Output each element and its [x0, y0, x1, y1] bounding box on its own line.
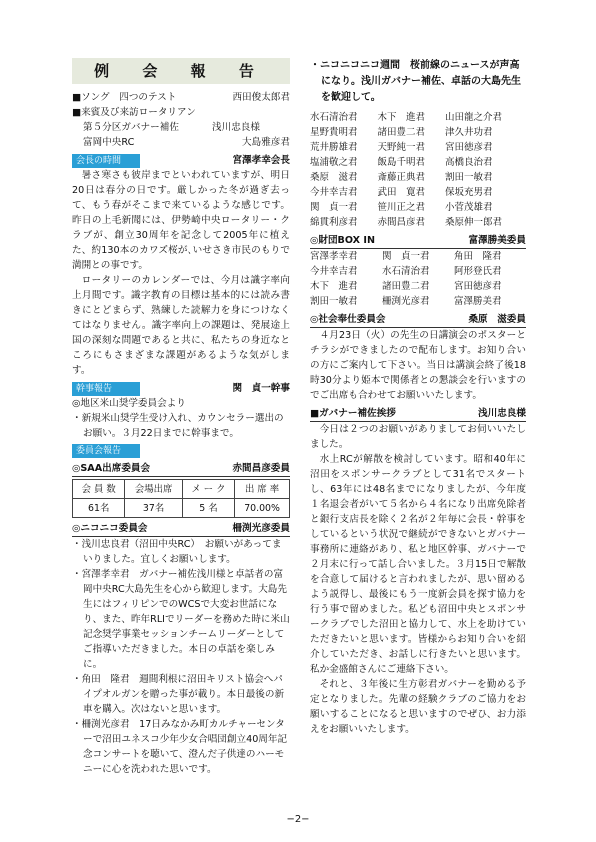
member-name: 関 貞一君	[382, 251, 430, 262]
social-header	[310, 312, 526, 328]
member-name: 保坂充男君	[445, 187, 493, 198]
social-byline: 桑原 滋委員	[468, 314, 526, 325]
member-name: 津久井功君	[445, 127, 493, 138]
table-cell: 5 名	[182, 499, 234, 518]
member-name: 角田 隆君	[454, 251, 502, 262]
president-paragraph: 暑さ寒さも彼岸までといわれていますが、明日20日は春分の日です。厳しかった冬が過ぎ去って、もう春がそこまで来ているような感じです。昨日の上毛新聞には、伊勢崎中央ロータリー・クラブが、創立30周年を記念して2005年に植えた、約130本のカワズ桜が､いせさき市民のもりで満開との事です。	[72, 170, 290, 271]
table-header-cell: メ ー ク	[182, 480, 234, 499]
committee-tag: 委員会報告	[72, 444, 140, 458]
saa-byline: 赤間昌彦委員	[232, 463, 290, 474]
box-title: ◎財団BOX IN	[310, 235, 376, 246]
program-value: 浅川忠良様	[212, 122, 260, 133]
governor-paragraph: それと、３年後に生方彰君ガバナーを勤める予定となりました。先輩の経験クラブのご協力をお願いすることになると思いますのでぜひ、お力添えをお願いいたします。	[310, 679, 526, 735]
member-name: 富澤勝美君	[454, 296, 502, 307]
member-name: 星野貴明君	[310, 127, 358, 138]
box-name-grid	[310, 249, 526, 309]
member-name: 天野純一君	[377, 142, 426, 153]
member-name: 水石清治君	[310, 112, 358, 123]
committee-section-header	[72, 444, 290, 458]
table-cell: 61名	[73, 499, 125, 518]
table-header-cell: 会 員 数	[73, 480, 125, 499]
box-name-row	[310, 294, 526, 309]
governor-paragraph: 今日は２つのお願いがありましてお伺いいたしました。	[310, 424, 526, 450]
program-label: 第５分区ガバナー補佐	[83, 122, 179, 133]
member-name: 笹川正之君	[377, 202, 426, 213]
president-tag: 会長の時間	[72, 154, 140, 168]
name-row	[310, 215, 526, 230]
right-column	[310, 58, 526, 737]
social-title: ◎社会奉仕委員会	[310, 314, 386, 325]
name-row	[310, 155, 526, 170]
name-row	[310, 200, 526, 215]
member-name: 宮田徳彦君	[445, 142, 493, 153]
table-row	[73, 499, 290, 518]
president-byline: 宮澤孝幸会長	[232, 155, 290, 166]
member-name: 割田一敏君	[445, 172, 493, 183]
member-name: 斎藤正典君	[377, 172, 426, 183]
member-name: 関 貞一君	[310, 202, 358, 213]
nikoniko-item: ・宮澤孝幸君 ガバナー補佐浅川様と卓話者の富岡中央RC大島先生を心から歓迎します。大島先生にはフィリピンでのWCSで大変お世話になり、また、昨年RLIでリーダーを務めた時に米山記念奨学事業セッションチームリーダーとしてご指導いただきました。本日の卓話を楽しみに。	[72, 569, 290, 670]
secretary-section-header	[72, 381, 290, 396]
member-name: 諸田豊二君	[382, 281, 430, 292]
secretary-tag: 幹事報告	[72, 382, 140, 396]
box-name-row	[310, 279, 526, 294]
program-label: ■ソング 四つのテスト	[72, 92, 177, 103]
member-name: 桑原伸一郎君	[445, 217, 503, 228]
box-byline: 富澤勝美委員	[468, 235, 526, 246]
governor-header	[310, 406, 526, 422]
member-name: 柵渕光彦君	[382, 296, 430, 307]
weekly-news-heading: ・ニコニコニコ週間 桜前線のニュースが声高になり。浅川ガバナー補佐、卓話の大島先生を歓迎して。	[310, 60, 521, 103]
governor-byline: 浅川忠良様	[478, 408, 526, 419]
member-name: 飯島千明君	[377, 157, 426, 168]
governor-paragraph: 水上RCが解散を検討しています。昭和40年に沼田をスポンサークラブとして31名でスタートし、63年には48名までになりましたが、今年度１名退会者がいて５名から４名になり出席免除者と銀行支店長を除く２名が２年毎に会長・幹事をしているという状況で継続ができないとガバナー事務所に連絡があり、私と地区幹事、ガバナーで２月末に行って話し合いました。３月15日で解散を合意して届けると言われましたが、思い留めるよう説得し、最後にもう一度新会員を探す協力を行う事で留めました。私ども沼田中央とスポンサークラブでした沼田と協力して、水上を助けていただきたいと思います。皆様からお知り合いを紹介していただき、お話しに行きたいと思います。私か金盛館さんにご連絡下さい。	[310, 454, 526, 675]
member-name: 綿貫利彦君	[310, 217, 358, 228]
program-label: ■来賓及び来訪ロータリアン	[72, 107, 196, 118]
member-name: 木下 進君	[310, 281, 358, 292]
program-row	[72, 105, 290, 120]
secretary-byline: 関 貞一幹事	[232, 383, 290, 394]
program-list	[72, 90, 290, 150]
box-name-row	[310, 264, 526, 279]
box-header	[310, 233, 526, 249]
program-label: 富岡中央RC	[83, 137, 135, 148]
left-column	[72, 58, 290, 777]
member-name: 今井幸吉君	[310, 266, 358, 277]
saa-header	[72, 461, 290, 477]
member-name: 桑原 滋君	[310, 172, 358, 183]
program-value: 大島雅彦君	[242, 137, 290, 148]
president-section-header	[72, 153, 290, 168]
nikoniko-header	[72, 521, 290, 537]
nikoniko-item: ・柵渕光彦君 17日みなかみ町カルチャーセンターで沼田ユネスコ少年少女合唱団創立40周年記念コンサートを聴いて、澄んだ子供達のハーモニーに心を洗われた思いです。	[72, 719, 288, 775]
governor-title: ■ガバナー補佐挨拶	[310, 408, 396, 419]
nikoniko-item: ・角田 隆君 週間利根に沼田キリスト協会へパイプオルガンを贈った事が載り。本日最後の新車を購入。次はないと思います。	[72, 674, 285, 715]
name-row	[310, 125, 526, 140]
saa-title: ◎SAA出席委員会	[72, 463, 151, 474]
member-name: 宮澤孝幸君	[310, 251, 358, 262]
secretary-item: ◎地区米山奨学委員会より	[72, 398, 186, 409]
name-grid	[310, 110, 526, 230]
name-row	[310, 110, 526, 125]
secretary-item: ・新規米山奨学生受け入れ、カウンセラー選出のお願い。３月22日までに幹事まで。	[72, 413, 284, 439]
page-number: −2−	[286, 814, 310, 825]
member-name: 木下 進君	[377, 112, 426, 123]
program-value: 西田俊太郎君	[232, 92, 290, 103]
nikoniko-title: ◎ニコニコ委員会	[72, 523, 148, 534]
member-name: 水石清治君	[382, 266, 430, 277]
member-name: 高橋良治君	[445, 157, 493, 168]
member-name: 阿形登氏君	[454, 266, 502, 277]
page-title: 例 会 報 告	[72, 58, 290, 84]
member-name: 宮田徳彦君	[454, 281, 502, 292]
box-name-row	[310, 249, 526, 264]
member-name: 武田 寛君	[377, 187, 426, 198]
table-header-cell: 会場出席	[125, 480, 182, 499]
table-header-cell: 出 席 率	[235, 480, 290, 499]
member-name: 今井幸吉君	[310, 187, 358, 198]
name-row	[310, 140, 526, 155]
social-paragraph: ４月23日（火）の先生の日講演会のポスターとチラシができましたので配布します。お知り合いの方にご案内して下さい。当日は講演会終了後18時30分より姫本で関係者との懇談会を行いますのでご出席も合わせてお願いいたします。	[310, 330, 526, 401]
member-name: 小菅茂雄君	[445, 202, 493, 213]
member-name: 赤間昌彦君	[377, 217, 426, 228]
member-name: 塩浦敬之君	[310, 157, 358, 168]
program-row	[72, 90, 290, 105]
name-row	[310, 170, 526, 185]
president-paragraph: ロータリーのカレンダーでは、今月は識字率向上月間です。識字教育の目標は基本的には読み書きにとどまらず、熟練した読解力を身につけなくてはなりません。識字率向上の課題は、発展途上国の深刻な問題であると共に、私たちの身近なところにもさまざまな課題があるような気がします。	[72, 275, 290, 376]
member-name: 割田一敏君	[310, 296, 358, 307]
program-row	[72, 135, 290, 150]
table-cell: 37名	[125, 499, 182, 518]
nikoniko-byline: 柵渕光彦委員	[232, 523, 290, 534]
nikoniko-item: ・浅川忠良君（沼田中央RC） お願いがあってまいりました。宜しくお願いします。	[72, 539, 282, 565]
member-name: 荒井勝雄君	[310, 142, 358, 153]
table-header-row	[73, 480, 290, 499]
name-row	[310, 185, 526, 200]
member-name: 諸田豊二君	[377, 127, 426, 138]
table-cell: 70.00%	[235, 499, 290, 518]
attendance-table	[72, 479, 290, 518]
member-name: 山田龍之介君	[445, 112, 503, 123]
program-row	[72, 120, 290, 135]
